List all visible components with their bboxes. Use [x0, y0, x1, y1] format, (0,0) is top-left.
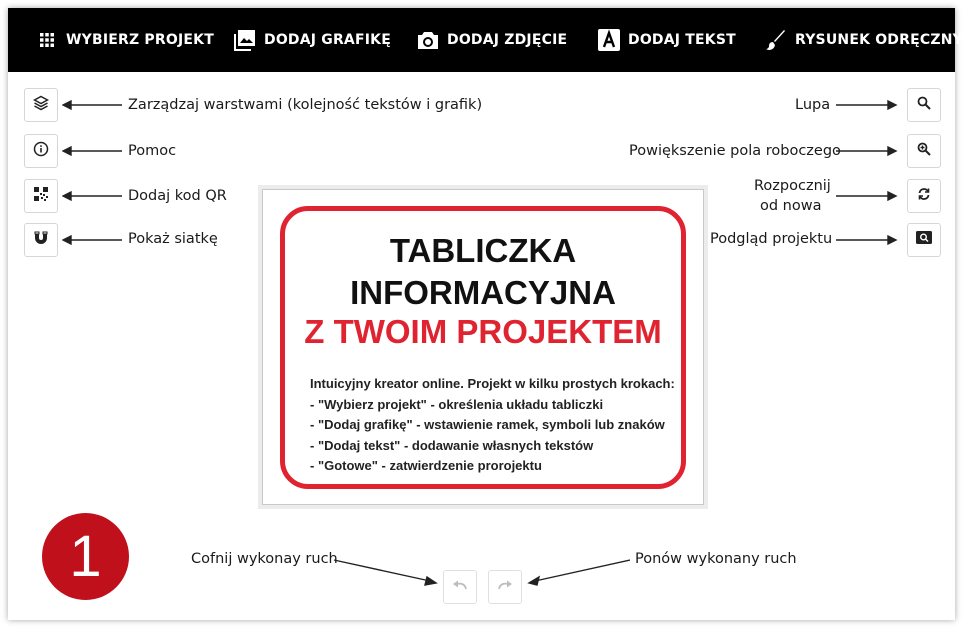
- undo-button[interactable]: [443, 570, 477, 604]
- left-arrows: [62, 95, 124, 255]
- choose-project-button[interactable]: [36, 8, 214, 72]
- sign-description: [310, 374, 675, 477]
- magnifier-label: Lupa: [795, 97, 831, 113]
- add-photo-button[interactable]: [417, 8, 567, 72]
- info-icon: [33, 141, 49, 162]
- sign-description-item: - "Dodaj tekst" - dodawanie własnych tekstów: [310, 437, 594, 453]
- camera-icon: [417, 29, 439, 51]
- magnifier-button[interactable]: [907, 88, 941, 122]
- search-icon: [917, 96, 931, 115]
- restart-button[interactable]: [907, 179, 941, 213]
- redo-label: Ponów wykonany ruch: [635, 551, 797, 567]
- add-text-label: DODAJ TEKST: [628, 32, 736, 48]
- sign-title-line3: Z TWOIM PROJEKTEM: [304, 313, 662, 350]
- sign-description-intro: Intuicyjny kreator online. Projekt w kilku prostych krokach:: [310, 376, 675, 391]
- help-label: Pomoc: [128, 143, 177, 159]
- grid-apps-icon: [36, 29, 58, 51]
- top-toolbar: [8, 8, 963, 72]
- redo-button[interactable]: [488, 570, 522, 604]
- brush-icon: [765, 29, 787, 51]
- freehand-button[interactable]: [765, 8, 963, 72]
- choose-project-label: WYBIERZ PROJEKT: [66, 32, 214, 48]
- sign-description-item: - "Dodaj grafikę" - wstawienie ramek, symboli lub znaków: [310, 417, 665, 432]
- magnet-icon: [33, 230, 49, 251]
- redo-icon: [497, 578, 513, 596]
- restart-label-line2: od nowa: [760, 198, 822, 214]
- qr-code-label: Dodaj kod QR: [128, 188, 227, 204]
- qr-code-icon: [34, 187, 48, 206]
- help-button[interactable]: [24, 134, 58, 168]
- qr-code-button[interactable]: [24, 179, 58, 213]
- add-text-button[interactable]: [598, 8, 736, 72]
- undo-icon: [452, 578, 468, 596]
- add-graphic-label: DODAJ GRAFIKĘ: [264, 32, 391, 48]
- undo-label: Cofnij wykonay ruch: [191, 551, 338, 567]
- freehand-label: RYSUNEK ODRĘCZNY: [795, 32, 963, 48]
- right-arrows: [834, 95, 898, 255]
- zoom-label: Powiększenie pola roboczego: [629, 143, 841, 159]
- layers-icon: [33, 95, 49, 116]
- zoom-in-icon: [917, 142, 931, 161]
- add-graphic-button[interactable]: [234, 8, 391, 72]
- image-icon: [234, 29, 256, 51]
- preview-label: Podgląd projektu: [710, 231, 833, 247]
- add-photo-label: DODAJ ZDJĘCIE: [447, 32, 568, 48]
- layers-button[interactable]: [24, 88, 58, 122]
- refresh-icon: [917, 187, 931, 206]
- zoom-button[interactable]: [907, 134, 941, 168]
- history-arrows: [330, 556, 630, 588]
- preview-button[interactable]: [907, 223, 941, 257]
- sign-title-line1: TABLICZKA: [389, 232, 577, 269]
- preview-icon: [916, 231, 932, 249]
- layers-label: Zarządzaj warstwami (kolejność tekstów i grafik): [128, 97, 483, 113]
- text-icon: [598, 29, 620, 51]
- sign-title-line2: INFORMACYJNA: [350, 274, 616, 311]
- show-grid-button[interactable]: [24, 223, 58, 257]
- sign-description-item: - "Gotowe" - zatwierdzenie prorojektu: [310, 458, 542, 473]
- restart-label-line1: Rozpocznij: [754, 178, 831, 194]
- step-number-badge: 1: [42, 513, 129, 600]
- show-grid-label: Pokaż siatkę: [128, 231, 218, 247]
- sign-description-item: - "Wybierz projekt" - określenia układu tabliczki: [310, 396, 604, 412]
